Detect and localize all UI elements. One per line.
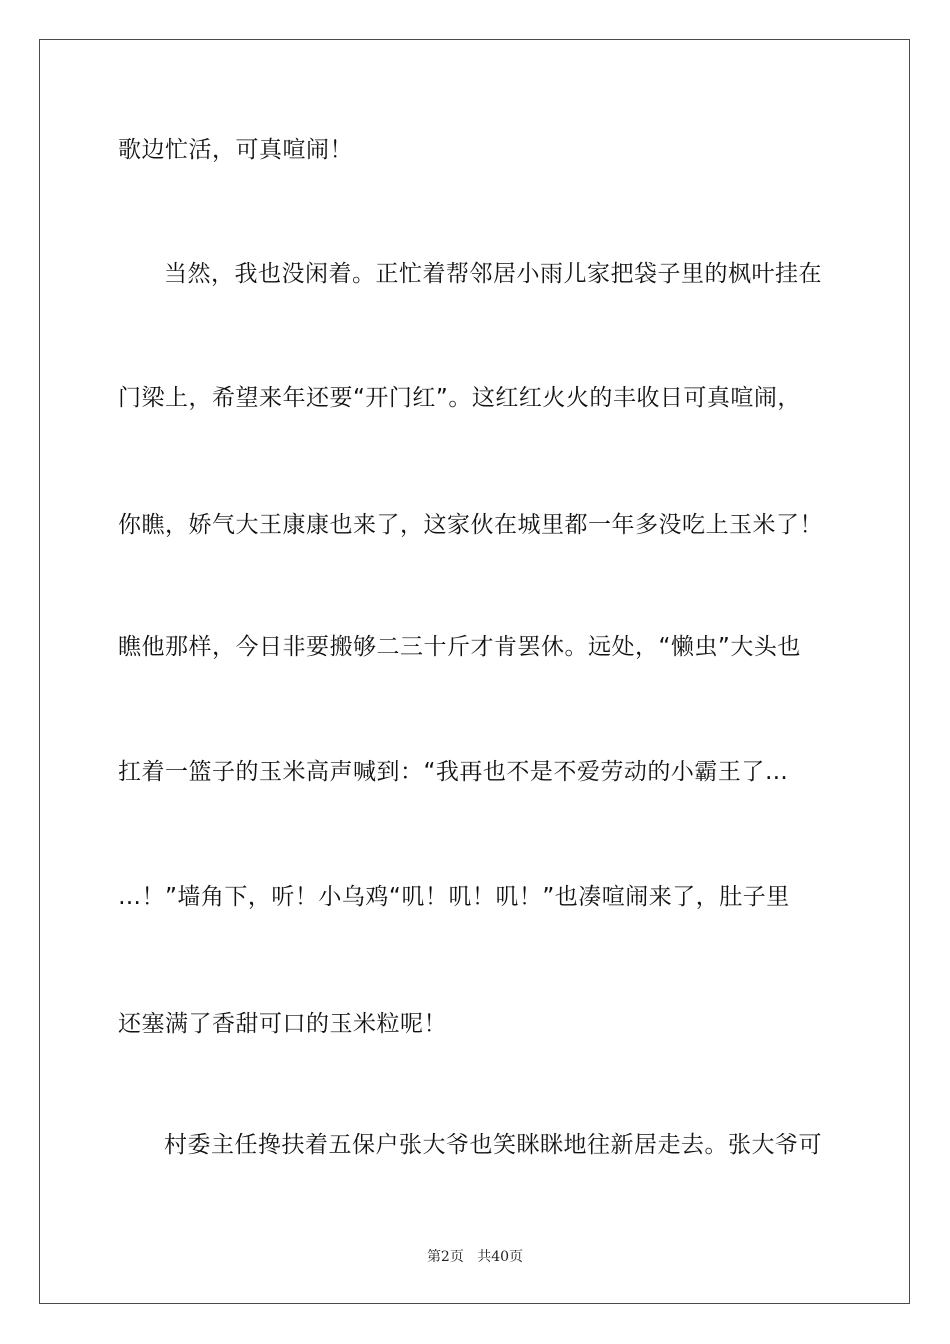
paragraph-line: …！”墙角下，听！小乌鸡“叽！叽！叽！”也凑喧闹来了，肚子里 xyxy=(118,884,790,910)
page-footer xyxy=(0,1248,950,1266)
page-number: 第2页 xyxy=(426,1249,464,1265)
paragraph-line: 扛着一篮子的玉米高声喊到：“我再也不是不爱劳动的小霸王了… xyxy=(118,759,789,785)
paragraph-line: 你瞧，娇气大王康康也来了，这家伙在城里都一年多没吃上玉米了！ xyxy=(118,512,823,538)
paragraph-line: 瞧他那样，今日非要搬够二三十斤才肯罢休。远处，“懒虫”大头也 xyxy=(118,634,801,660)
paragraph-line: 歌边忙活，可真喧闹！ xyxy=(118,137,353,163)
page-border xyxy=(39,39,910,1304)
paragraph-line: 村委主任搀扶着五保户张大爷也笑眯眯地往新居走去。张大爷可 xyxy=(164,1132,822,1158)
paragraph-line: 门梁上，希望来年还要“开门红”。这红红火火的丰收日可真喧闹， xyxy=(118,385,801,411)
paragraph-line: 当然，我也没闲着。正忙着帮邻居小雨儿家把袋子里的枫叶挂在 xyxy=(164,261,822,287)
page-total: 共40页 xyxy=(477,1249,524,1265)
paragraph-line: 还塞满了香甜可口的玉米粒呢！ xyxy=(118,1011,447,1037)
